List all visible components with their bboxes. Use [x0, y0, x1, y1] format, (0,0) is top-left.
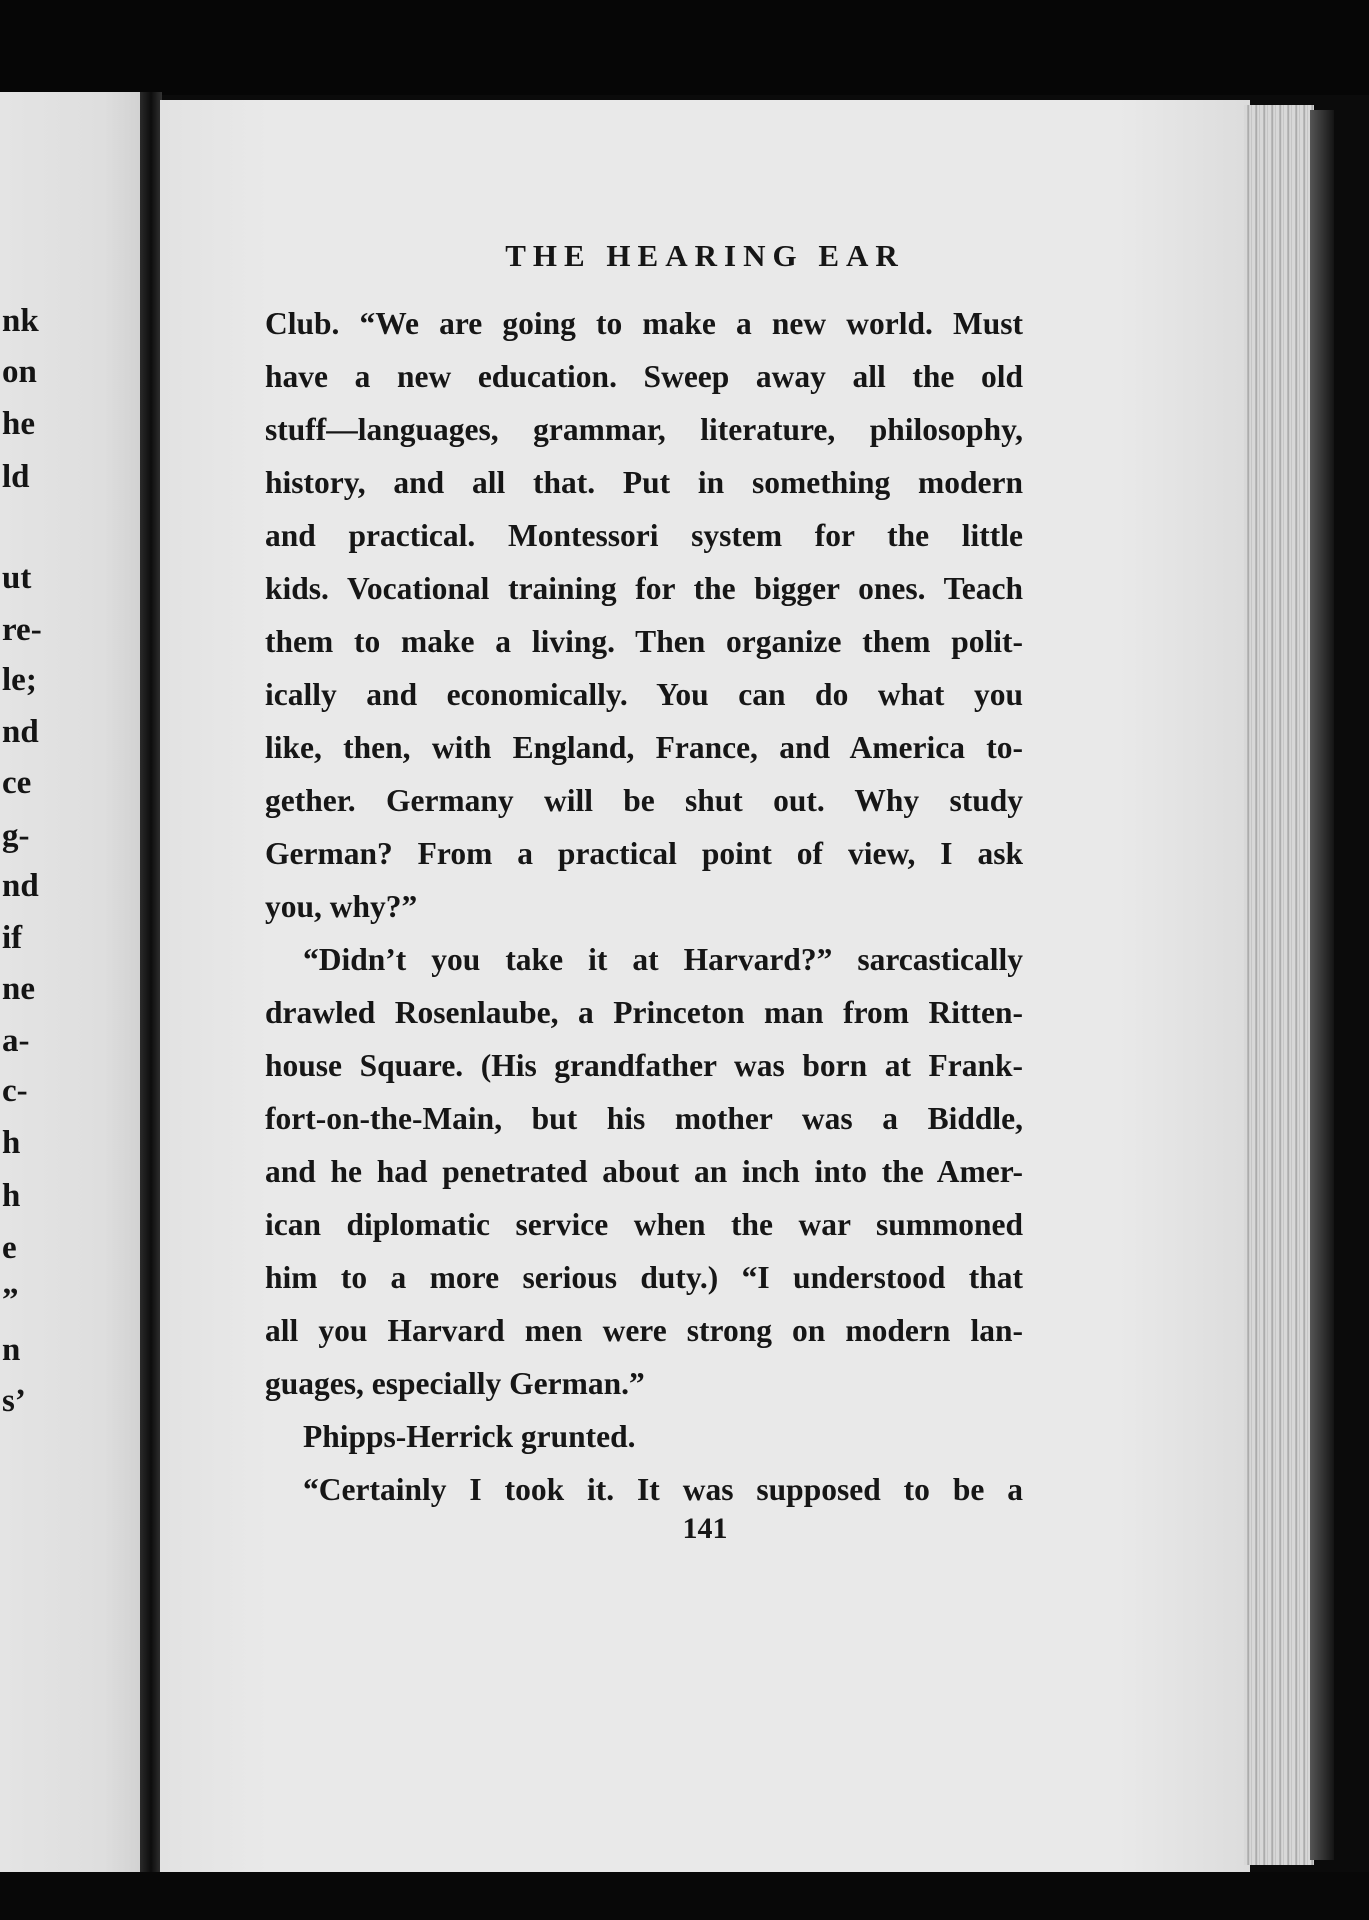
facing-page-fragment: ne: [2, 971, 35, 1007]
text-line: him to a more serious duty.) “I understood that: [265, 1260, 1023, 1295]
text-line: German? From a practical point of view, I ask: [265, 836, 1023, 871]
facing-page-fragment: he: [2, 406, 35, 442]
text-line: house Square. (His grandfather was born at Frank-: [265, 1048, 1023, 1083]
text-line: ically and economically. You can do what you: [265, 677, 1023, 712]
text-line: and he had penetrated about an inch into the Amer-: [265, 1154, 1023, 1189]
facing-page-fragment: ”: [2, 1282, 19, 1318]
facing-page-fragment: ut: [2, 560, 32, 596]
facing-page-fragment: h: [2, 1178, 21, 1214]
text-line: you, why?”: [265, 889, 418, 924]
facing-page-fragment: h: [2, 1125, 21, 1161]
facing-page-fragment: ld: [2, 459, 30, 495]
facing-page-fragment: s’: [2, 1383, 26, 1419]
text-line: kids. Vocational training for the bigger ones. Teach: [265, 571, 1023, 606]
text-line: all you Harvard men were strong on modern lan-: [265, 1313, 1023, 1348]
body-text: [265, 297, 1023, 1516]
text-line: Phipps-Herrick grunted.: [303, 1419, 636, 1454]
facing-page-fragment: nd: [2, 868, 39, 904]
text-line: “Certainly I took it. It was supposed to be a: [303, 1472, 1023, 1507]
running-head: THE HEARING EAR: [505, 238, 905, 273]
book-gutter: [140, 92, 162, 1882]
text-line: Club. “We are going to make a new world. Must: [265, 306, 1023, 341]
facing-page-fragment: n: [2, 1332, 21, 1368]
text-line: drawled Rosenlaube, a Princeton man from Ritten-: [265, 995, 1023, 1030]
facing-page-fragment: a-: [2, 1023, 30, 1059]
text-line: guages, especially German.”: [265, 1366, 645, 1401]
text-line: like, then, with England, France, and America to-: [265, 730, 1023, 765]
scan-top-border: [0, 0, 1369, 95]
facing-page-text: [0, 92, 148, 1872]
facing-page-fragment: g-: [2, 818, 30, 854]
text-line: history, and all that. Put in something modern: [265, 465, 1023, 500]
scan-bottom-border: [0, 1872, 1369, 1920]
facing-page-fragment: c-: [2, 1073, 28, 1109]
text-line: have a new education. Sweep away all the old: [265, 359, 1023, 394]
facing-page-fragment: re-: [2, 612, 42, 648]
facing-page-fragment: nk: [2, 303, 39, 339]
text-line: fort-on-the-Main, but his mother was a Biddle,: [265, 1101, 1023, 1136]
facing-page-fragment: nd: [2, 714, 39, 750]
text-line: them to make a living. Then organize them polit-: [265, 624, 1023, 659]
facing-page-fragment: e: [2, 1230, 17, 1266]
book-cover-edge: [1310, 110, 1334, 1860]
text-line: gether. Germany will be shut out. Why study: [265, 783, 1023, 818]
facing-page: [0, 92, 148, 1872]
facing-page-fragment: ce: [2, 765, 32, 801]
text-line: ican diplomatic service when the war summoned: [265, 1207, 1023, 1242]
text-line: “Didn’t you take it at Harvard?” sarcastically: [303, 942, 1023, 977]
page-edges: [1244, 105, 1314, 1865]
facing-page-fragment: if: [2, 920, 23, 956]
facing-page-fragment: on: [2, 354, 37, 390]
page-number: 141: [682, 1512, 728, 1545]
text-line: stuff—languages, grammar, literature, philosophy,: [265, 412, 1023, 447]
text-line: and practical. Montessori system for the little: [265, 518, 1023, 553]
facing-page-fragment: le;: [2, 662, 37, 698]
